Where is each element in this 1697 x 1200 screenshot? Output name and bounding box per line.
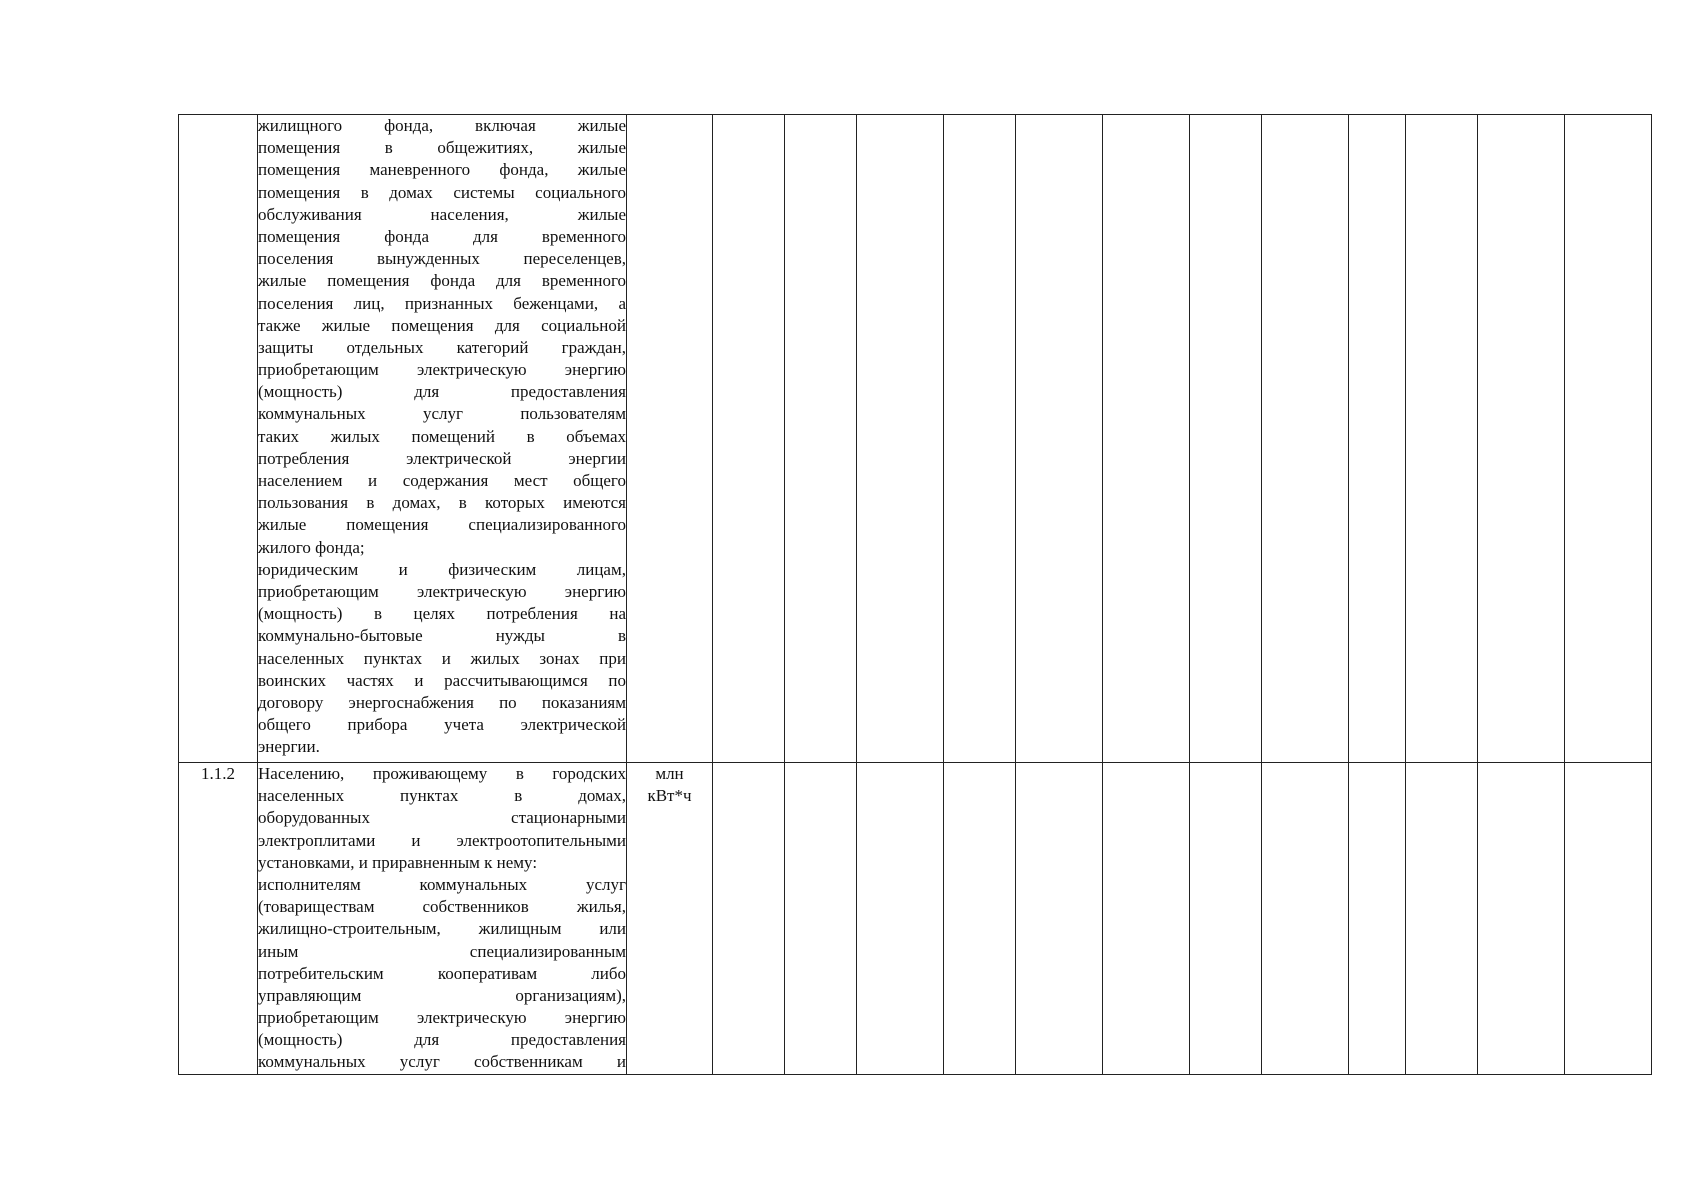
text-line: поселения вынужденных переселенцев, bbox=[258, 249, 626, 269]
text-line: жилые помещения специализированного bbox=[258, 515, 626, 535]
value-cell bbox=[1016, 115, 1103, 763]
text-line: иным специализированным bbox=[258, 941, 626, 961]
value-cell bbox=[1190, 115, 1262, 763]
value-cell bbox=[1406, 115, 1478, 763]
text-line: коммунальных услуг пользователям bbox=[258, 404, 626, 424]
text-line: поселения лиц, признанных беженцами, а bbox=[258, 293, 626, 313]
value-cell bbox=[1349, 763, 1406, 1075]
value-cell bbox=[1103, 115, 1190, 763]
text-line: (товариществам собственников жилья, bbox=[258, 897, 626, 917]
text-line: оборудованных стационарными bbox=[258, 808, 626, 828]
value-cell bbox=[1406, 763, 1478, 1075]
value-cell bbox=[1478, 763, 1565, 1075]
text-line: договору энергоснабжения по показаниям bbox=[258, 692, 626, 712]
text-line: жилищного фонда, включая жилые bbox=[258, 116, 626, 135]
text-line: электроплитами и электроотопительными bbox=[258, 830, 626, 850]
text-line: помещения в общежитиях, жилые bbox=[258, 138, 626, 158]
unit-line: млн bbox=[655, 764, 684, 783]
text-line: жилого фонда; bbox=[258, 537, 365, 557]
value-cell bbox=[944, 115, 1016, 763]
value-cell bbox=[857, 115, 944, 763]
text-line: управляющим организациям), bbox=[258, 985, 626, 1005]
value-cell bbox=[1565, 115, 1652, 763]
text-line: жилые помещения фонда для временного bbox=[258, 271, 626, 291]
row-unit-cell bbox=[627, 763, 713, 1075]
value-cell bbox=[944, 763, 1016, 1075]
text-line: жилищно-строительным, жилищным или bbox=[258, 919, 626, 939]
text-line: обслуживания населения, жилые bbox=[258, 204, 626, 224]
text-line: потребления электрической энергии bbox=[258, 448, 626, 468]
text-line: населенных пунктах и жилых зонах при bbox=[258, 648, 626, 668]
text-line: исполнителям коммунальных услуг bbox=[258, 874, 626, 894]
table-row bbox=[179, 115, 1652, 763]
value-cell bbox=[1349, 115, 1406, 763]
unit-line: кВт*ч bbox=[647, 786, 692, 805]
text-line: коммунально-бытовые нужды в bbox=[258, 626, 626, 646]
value-cell bbox=[785, 763, 857, 1075]
text-line: помещения фонда для временного bbox=[258, 226, 626, 246]
value-cell bbox=[1016, 763, 1103, 1075]
text-line: юридическим и физическим лицам, bbox=[258, 559, 626, 579]
value-cell bbox=[1190, 763, 1262, 1075]
text-line: общего прибора учета электрической bbox=[258, 715, 626, 735]
text-line: энергии. bbox=[258, 737, 320, 757]
text-line: потребительским кооперативам либо bbox=[258, 963, 626, 983]
row-number-cell bbox=[179, 115, 258, 763]
text-line: населением и содержания мест общего bbox=[258, 471, 626, 490]
value-cell bbox=[1103, 763, 1190, 1075]
value-cell bbox=[1478, 115, 1565, 763]
table-row bbox=[179, 763, 1652, 1075]
text-line: помещения в домах системы социального bbox=[258, 182, 626, 202]
text-line: установками, и приравненным к нему: bbox=[258, 852, 538, 872]
text-line: (мощность) в целях потребления на bbox=[258, 604, 626, 624]
text-line: (мощность) для предоставления bbox=[258, 382, 626, 402]
row-unit-cell bbox=[627, 115, 713, 763]
value-cell bbox=[713, 115, 785, 763]
unit-label bbox=[647, 763, 691, 807]
text-line: приобретающим электрическую энергию bbox=[258, 360, 626, 380]
value-cell bbox=[1262, 763, 1349, 1075]
value-cell bbox=[1262, 115, 1349, 763]
text-line: защиты отдельных категорий граждан, bbox=[258, 337, 626, 357]
text-line: населенных пунктах в домах, bbox=[258, 786, 626, 806]
value-cell bbox=[785, 115, 857, 763]
value-cell bbox=[857, 763, 944, 1075]
data-table bbox=[178, 114, 1652, 1075]
text-line: таких жилых помещений в объемах bbox=[258, 426, 626, 446]
text-line: пользования в домах, в которых имеются bbox=[258, 493, 626, 513]
text-line: приобретающим электрическую энергию bbox=[258, 581, 626, 601]
value-cell bbox=[713, 763, 785, 1075]
value-cell bbox=[1565, 763, 1652, 1075]
text-line: помещения маневренного фонда, жилые bbox=[258, 160, 626, 180]
row-number-cell: 1.1.2 bbox=[179, 763, 258, 1075]
row-description-cell bbox=[258, 115, 627, 763]
text-line: приобретающим электрическую энергию bbox=[258, 1008, 626, 1028]
text-line: Населению, проживающему в городских bbox=[258, 764, 626, 783]
row-description-cell bbox=[258, 763, 627, 1075]
text-line: также жилые помещения для социальной bbox=[258, 315, 626, 335]
text-line: коммунальных услуг собственникам и bbox=[258, 1052, 626, 1072]
text-line: (мощность) для предоставления bbox=[258, 1030, 626, 1050]
text-line: воинских частях и рассчитывающимся по bbox=[258, 670, 626, 690]
